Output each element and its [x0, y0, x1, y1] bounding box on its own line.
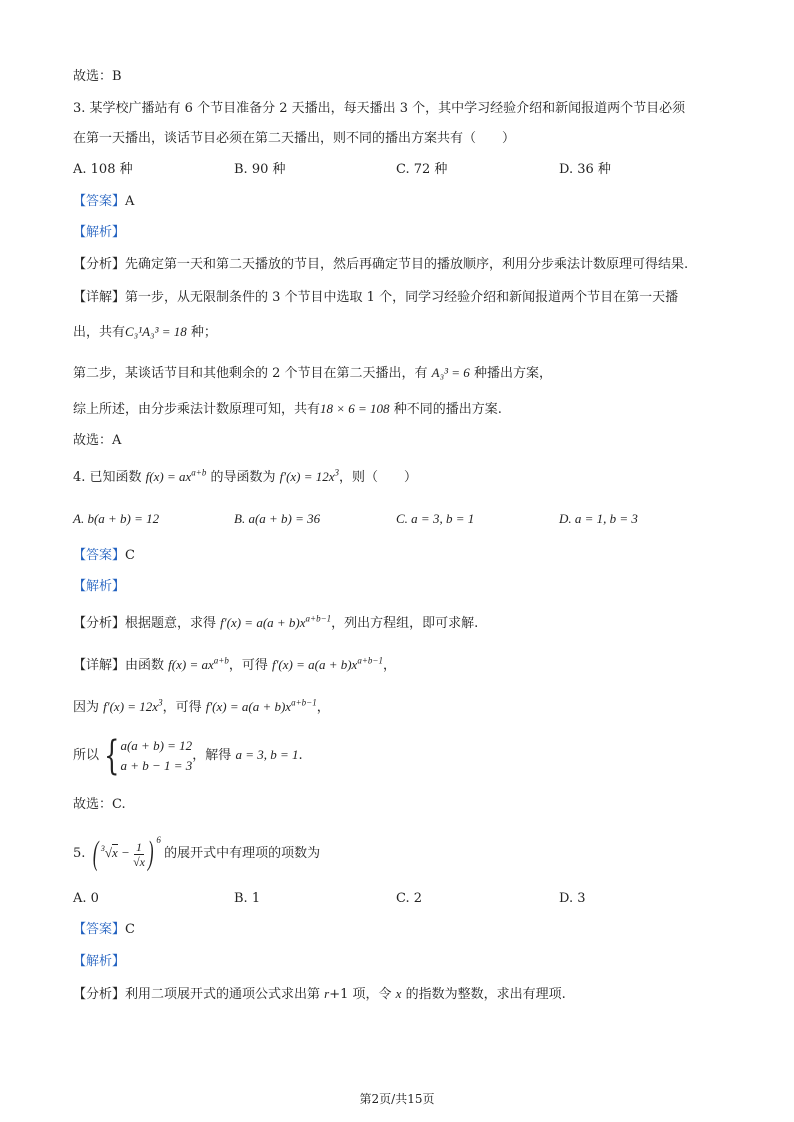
- arrangement-formula: A₃³ = 6: [431, 365, 470, 380]
- fenxi-x: x: [395, 986, 402, 1001]
- q4-option-b: B. a(a + b) = 36: [234, 511, 321, 526]
- fraction-denominator: √x: [133, 854, 145, 869]
- binomial-expression: ( $^3$√x − $\frac{1}{√x}$ ) $^6$: [92, 835, 161, 873]
- q5-option-c: C. 2: [396, 891, 423, 906]
- answer-value: C: [125, 548, 135, 563]
- q3-answer: [73, 193, 134, 211]
- q3-fenxi: [73, 256, 688, 274]
- xiangjie-text: 第一步，从无限制条件的 3 个节目中选取 1 个，同学习经验介绍和新闻报道两个节目在第一天播: [125, 290, 679, 305]
- q3-stem-line1: 3. 某学校广播站有 6 个节目准备分 2 天播出，每天播出 3 个，其中学习经验介绍和新闻报道两个节目必须: [73, 101, 686, 116]
- q4-answer: [73, 547, 135, 565]
- fraction: [133, 840, 145, 869]
- q4-xiangjie: [73, 656, 396, 675]
- xiangjie-text-pre: 出，共有: [73, 325, 126, 340]
- q5-fenxi: [73, 985, 566, 1004]
- q4-fenxi: [73, 614, 478, 633]
- fenxi-tag: 【分析】: [73, 257, 126, 272]
- fenxi-formula-base: f′(x) = a(a + b)x: [220, 615, 306, 630]
- q4-system: [73, 732, 303, 779]
- xj-derivative: [272, 657, 383, 672]
- because-post: ，: [316, 700, 330, 715]
- q3-option-b: B. 90 种: [234, 162, 286, 177]
- step2-post: 种播出方案，: [469, 366, 552, 381]
- q4-stem-post: ，则（ ）: [339, 470, 418, 485]
- q3-step2: [73, 364, 552, 383]
- because-mid: ，可得: [162, 700, 206, 715]
- fenxi-text: 先确定第一天和第二天播放的节目，然后再确定节目的播放顺序，利用分步乘法计数原理可得结果.: [125, 257, 689, 272]
- answer-value: C: [125, 922, 135, 937]
- so-pre: 所以: [73, 748, 100, 763]
- derivative-exponent: 3: [334, 467, 340, 478]
- xj-function-base: f(x) = ax: [168, 657, 214, 672]
- combination-formula: C₃¹A₃³ = 18: [125, 324, 187, 339]
- fenxi-formula: [220, 615, 331, 630]
- left-brace-icon: {: [104, 732, 120, 779]
- q5-stem-post: 的展开式中有理项的项数为: [164, 846, 321, 861]
- xj-function-exp: a+b: [213, 655, 229, 666]
- answer-tag: 【答案】: [73, 194, 126, 209]
- because-formula: [103, 699, 162, 714]
- because-formula2: [206, 699, 317, 714]
- q4-stem: [73, 468, 417, 487]
- answer-value: A: [125, 194, 135, 209]
- q3-summary: [73, 400, 502, 419]
- xj-pre: 由函数: [125, 658, 169, 673]
- step2-pre: 第二步，某谈话节目和其他剩余的 2 个节目在第二天播出，有: [73, 366, 432, 381]
- fenxi-pre: 利用二项展开式的通项公式求出第: [125, 987, 325, 1002]
- radical-icon: √: [104, 845, 113, 860]
- q4-stem-pre: 4. 已知函数: [73, 470, 146, 485]
- right-paren-icon: ): [147, 835, 154, 873]
- product-formula: 18 × 6 = 108: [320, 401, 390, 416]
- xiangjie-tag: 【详解】: [73, 290, 126, 305]
- q3-option-a: A. 108 种: [73, 162, 133, 177]
- q3-stem-line2: 在第一天播出，谈话节目必须在第二天播出，则不同的播出方案共有（ ）: [73, 131, 516, 146]
- q3-analysis-tag: 【解析】: [73, 225, 126, 240]
- fenxi-post: 的指数为整数，求出有理项.: [401, 987, 566, 1002]
- answer-tag: 【答案】: [73, 922, 126, 937]
- answer-tag: 【答案】: [73, 548, 126, 563]
- system-eq1: a(a + b) = 12: [120, 737, 193, 753]
- derivative-formula: [280, 469, 339, 484]
- q5-number: 5.: [73, 846, 86, 861]
- so-mid: ，解得: [192, 748, 236, 763]
- q5-option-d: D. 3: [559, 891, 586, 906]
- binomial-power: 6: [156, 835, 161, 845]
- equation-system: [99, 732, 193, 779]
- q3-option-c: C. 72 种: [396, 162, 448, 177]
- q3-xiangjie-line1: [73, 289, 678, 307]
- root-index: 3: [100, 844, 105, 853]
- q3-choice: 故选：A: [73, 433, 122, 448]
- q5-answer: [73, 921, 135, 939]
- function-exponent: a+b: [191, 467, 207, 478]
- fenxi-post: ，列出方程组，即可求解.: [331, 616, 479, 631]
- fenxi-tag: 【分析】: [73, 987, 126, 1002]
- page-footer: 第2页/共15页: [359, 1092, 435, 1106]
- q5-option-a: A. 0: [73, 891, 99, 906]
- function-base: f(x) = ax: [145, 469, 192, 484]
- system-eq2: a + b − 1 = 3: [120, 757, 193, 773]
- q3-xiangjie-line2: [73, 323, 217, 342]
- q4-analysis-tag: 【解析】: [73, 579, 126, 594]
- function-formula: [146, 469, 207, 484]
- q4-choice: 故选：C.: [73, 797, 126, 812]
- summary-pre: 综上所述，由分步乘法计数原理可知，共有: [73, 402, 321, 417]
- xiangjie-text-post: 种；: [186, 325, 217, 340]
- fenxi-pre: 根据题意，求得: [125, 616, 221, 631]
- q3-option-d: D. 36 种: [559, 162, 611, 177]
- q2-choice: 故选：B: [73, 69, 122, 84]
- because-formula-base: f′(x) = 12x: [103, 699, 159, 714]
- q4-stem-mid: 的导函数为: [206, 470, 280, 485]
- q4-option-c: C. a = 3, b = 1: [396, 511, 475, 526]
- q5-option-b: B. 1: [234, 891, 261, 906]
- xj-derivative-base: f′(x) = a(a + b)x: [271, 657, 358, 672]
- q5-analysis-tag: 【解析】: [73, 954, 126, 969]
- fenxi-r: r: [324, 986, 330, 1001]
- because-pre: 因为: [73, 700, 104, 715]
- q4-option-a: A. b(a + b) = 12: [73, 511, 160, 526]
- because-formula-exp: 3: [158, 697, 163, 708]
- radicand: x: [112, 845, 118, 860]
- xiangjie-tag: 【详解】: [73, 658, 126, 673]
- so-post: .: [298, 748, 303, 763]
- q4-because: [73, 698, 330, 717]
- fraction-numerator: 1: [136, 839, 143, 854]
- because-formula2-exp: a+b−1: [291, 697, 317, 708]
- q5-stem: [73, 833, 320, 874]
- derivative-base: f′(x) = 12x: [279, 469, 335, 484]
- xj-post: ，: [382, 658, 396, 673]
- fenxi-tag: 【分析】: [73, 616, 126, 631]
- xj-function: [168, 657, 229, 672]
- left-paren-icon: (: [92, 835, 99, 873]
- summary-post: 种不同的播出方案.: [389, 402, 502, 417]
- q4-option-d: D. a = 1, b = 3: [559, 511, 638, 526]
- fenxi-formula-exp: a+b−1: [305, 613, 332, 624]
- solution-formula: a = 3, b = 1: [235, 747, 299, 762]
- xj-mid: ，可得: [228, 658, 272, 673]
- xj-derivative-exp: a+b−1: [357, 655, 383, 666]
- fenxi-mid: +1 项，令: [329, 987, 396, 1002]
- because-formula2-base: f′(x) = a(a + b)x: [205, 699, 292, 714]
